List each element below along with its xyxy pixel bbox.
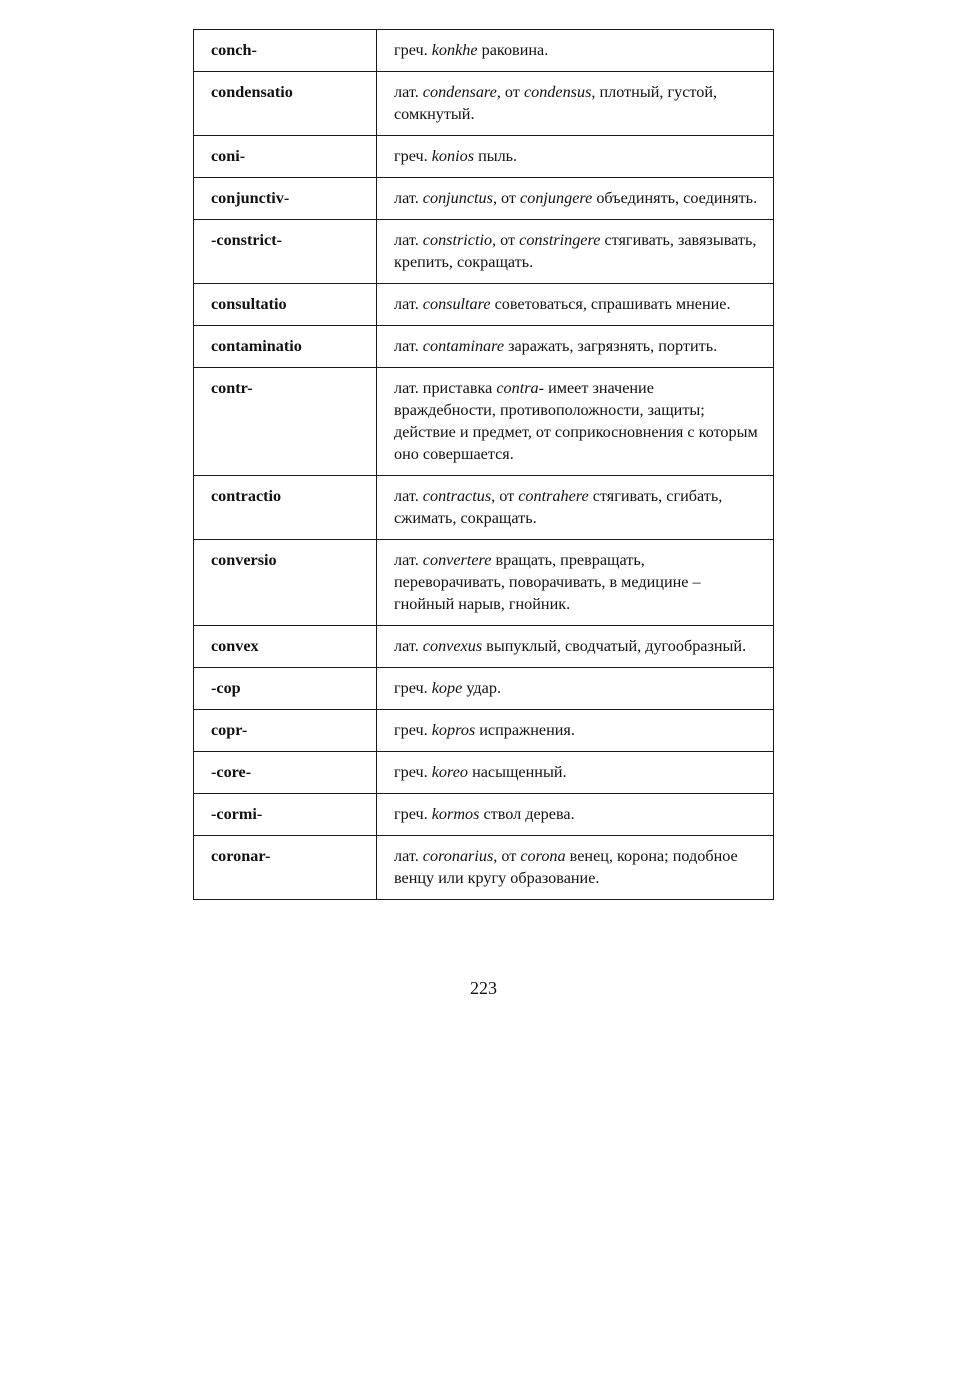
term-cell: consultatio (194, 284, 377, 326)
definition-cell (377, 710, 774, 752)
source-word: constrictio (422, 231, 493, 249)
definition-text: имеет значение враждебности, противоположности, защиты; действие и предмет, от соприкосновнения с которым оно совершается. (394, 379, 758, 463)
source-word: consultare (422, 295, 491, 313)
term-cell: conjunctiv- (194, 178, 377, 220)
source-word: condensare (422, 83, 497, 101)
table-row (194, 752, 774, 794)
definition-text: , от (493, 847, 521, 865)
source-word: koreo (431, 763, 469, 781)
definition-text: лат. приставка (394, 379, 497, 397)
source-word: conjungere (520, 189, 593, 207)
definition-cell (377, 220, 774, 284)
table-row (194, 30, 774, 72)
definition-cell (377, 178, 774, 220)
table-row (194, 72, 774, 136)
definition-cell (377, 284, 774, 326)
definition-text: лат. (394, 487, 423, 505)
table-row (194, 220, 774, 284)
table-row (194, 540, 774, 626)
definition-text: стягивать, сгибать, сжимать, сокращать. (394, 487, 723, 527)
table-row (194, 178, 774, 220)
table-body (194, 30, 774, 900)
table-row (194, 836, 774, 900)
definition-text: лат. (394, 847, 423, 865)
definition-cell (377, 752, 774, 794)
definition-text: лат. (394, 551, 423, 569)
table-row (194, 626, 774, 668)
definition-text: , плотный, густой, сомкнутый. (394, 83, 718, 123)
table-row (194, 476, 774, 540)
source-word: constringere (519, 231, 601, 249)
definition-text: выпуклый, сводчатый, дугообразный. (482, 637, 747, 655)
source-word: contractus (422, 487, 492, 505)
source-word: convexus (422, 637, 483, 655)
definition-text: насыщенный. (468, 763, 567, 781)
definition-text: греч. (394, 147, 432, 165)
definition-text: ствол дерева. (479, 805, 575, 823)
definition-text: греч. (394, 679, 432, 697)
definition-text: , от (492, 231, 520, 249)
source-word: coronarius (422, 847, 494, 865)
definition-cell (377, 368, 774, 476)
definition-text: лат. (394, 637, 423, 655)
definition-text: , от (491, 487, 519, 505)
term-cell: -cop (194, 668, 377, 710)
definition-text: стягивать, завязывать, крепить, сокращать. (394, 231, 757, 271)
definition-cell (377, 540, 774, 626)
definition-text: испражнения. (475, 721, 575, 739)
source-word: contra- (496, 379, 545, 397)
term-cell: contr- (194, 368, 377, 476)
definition-text: , от (492, 189, 521, 207)
term-cell: copr- (194, 710, 377, 752)
table-row (194, 368, 774, 476)
definition-cell (377, 668, 774, 710)
source-word: corona (520, 847, 566, 865)
definition-text: греч. (394, 41, 432, 59)
source-word: contrahere (518, 487, 589, 505)
definition-cell (377, 836, 774, 900)
source-word: kope (431, 679, 463, 697)
definition-text: раковина. (477, 41, 549, 59)
definition-text: греч. (394, 763, 432, 781)
source-word: kopros (431, 721, 476, 739)
term-cell: conch- (194, 30, 377, 72)
term-cell: contaminatio (194, 326, 377, 368)
term-cell: conversio (194, 540, 377, 626)
definition-text: греч. (394, 721, 432, 739)
table-row (194, 794, 774, 836)
definition-cell (377, 30, 774, 72)
term-cell: contractio (194, 476, 377, 540)
definition-text: лат. (394, 295, 423, 313)
definition-cell (377, 72, 774, 136)
definition-text: венец, корона; подобное венцу или кругу образование. (394, 847, 738, 887)
definition-text: лат. (394, 189, 423, 207)
etymology-table (193, 29, 774, 900)
definition-text: лат. (394, 83, 423, 101)
term-cell: coni- (194, 136, 377, 178)
definition-text: советоваться, спрашивать мнение. (490, 295, 731, 313)
definition-text: объединять, соединять. (592, 189, 758, 207)
definition-text: лат. (394, 337, 423, 355)
definition-cell (377, 136, 774, 178)
source-word: konkhe (431, 41, 478, 59)
definition-text: заражать, загрязнять, портить. (504, 337, 718, 355)
definition-text: лат. (394, 231, 423, 249)
term-cell: convex (194, 626, 377, 668)
source-word: kormos (431, 805, 480, 823)
table-row (194, 326, 774, 368)
definition-text: , от (496, 83, 524, 101)
term-cell: condensatio (194, 72, 377, 136)
definition-cell (377, 326, 774, 368)
definition-cell (377, 476, 774, 540)
source-word: konios (431, 147, 475, 165)
table-row (194, 668, 774, 710)
source-word: condensus (523, 83, 592, 101)
definition-text: удар. (462, 679, 501, 697)
page-number: 223 (470, 978, 497, 998)
source-word: conjunctus (422, 189, 493, 207)
definition-text: греч. (394, 805, 432, 823)
table-row (194, 284, 774, 326)
term-cell: -core- (194, 752, 377, 794)
source-word: convertere (422, 551, 492, 569)
term-cell: coronar- (194, 836, 377, 900)
term-cell: -constrict- (194, 220, 377, 284)
definition-text: пыль. (474, 147, 518, 165)
definition-text: вращать, превращать, переворачивать, поворачивать, в медицине – гнойный нарыв, гнойник. (394, 551, 701, 613)
table-row (194, 710, 774, 752)
definition-cell (377, 626, 774, 668)
source-word: contaminare (422, 337, 505, 355)
term-cell: -cormi- (194, 794, 377, 836)
table-row (194, 136, 774, 178)
definition-cell (377, 794, 774, 836)
